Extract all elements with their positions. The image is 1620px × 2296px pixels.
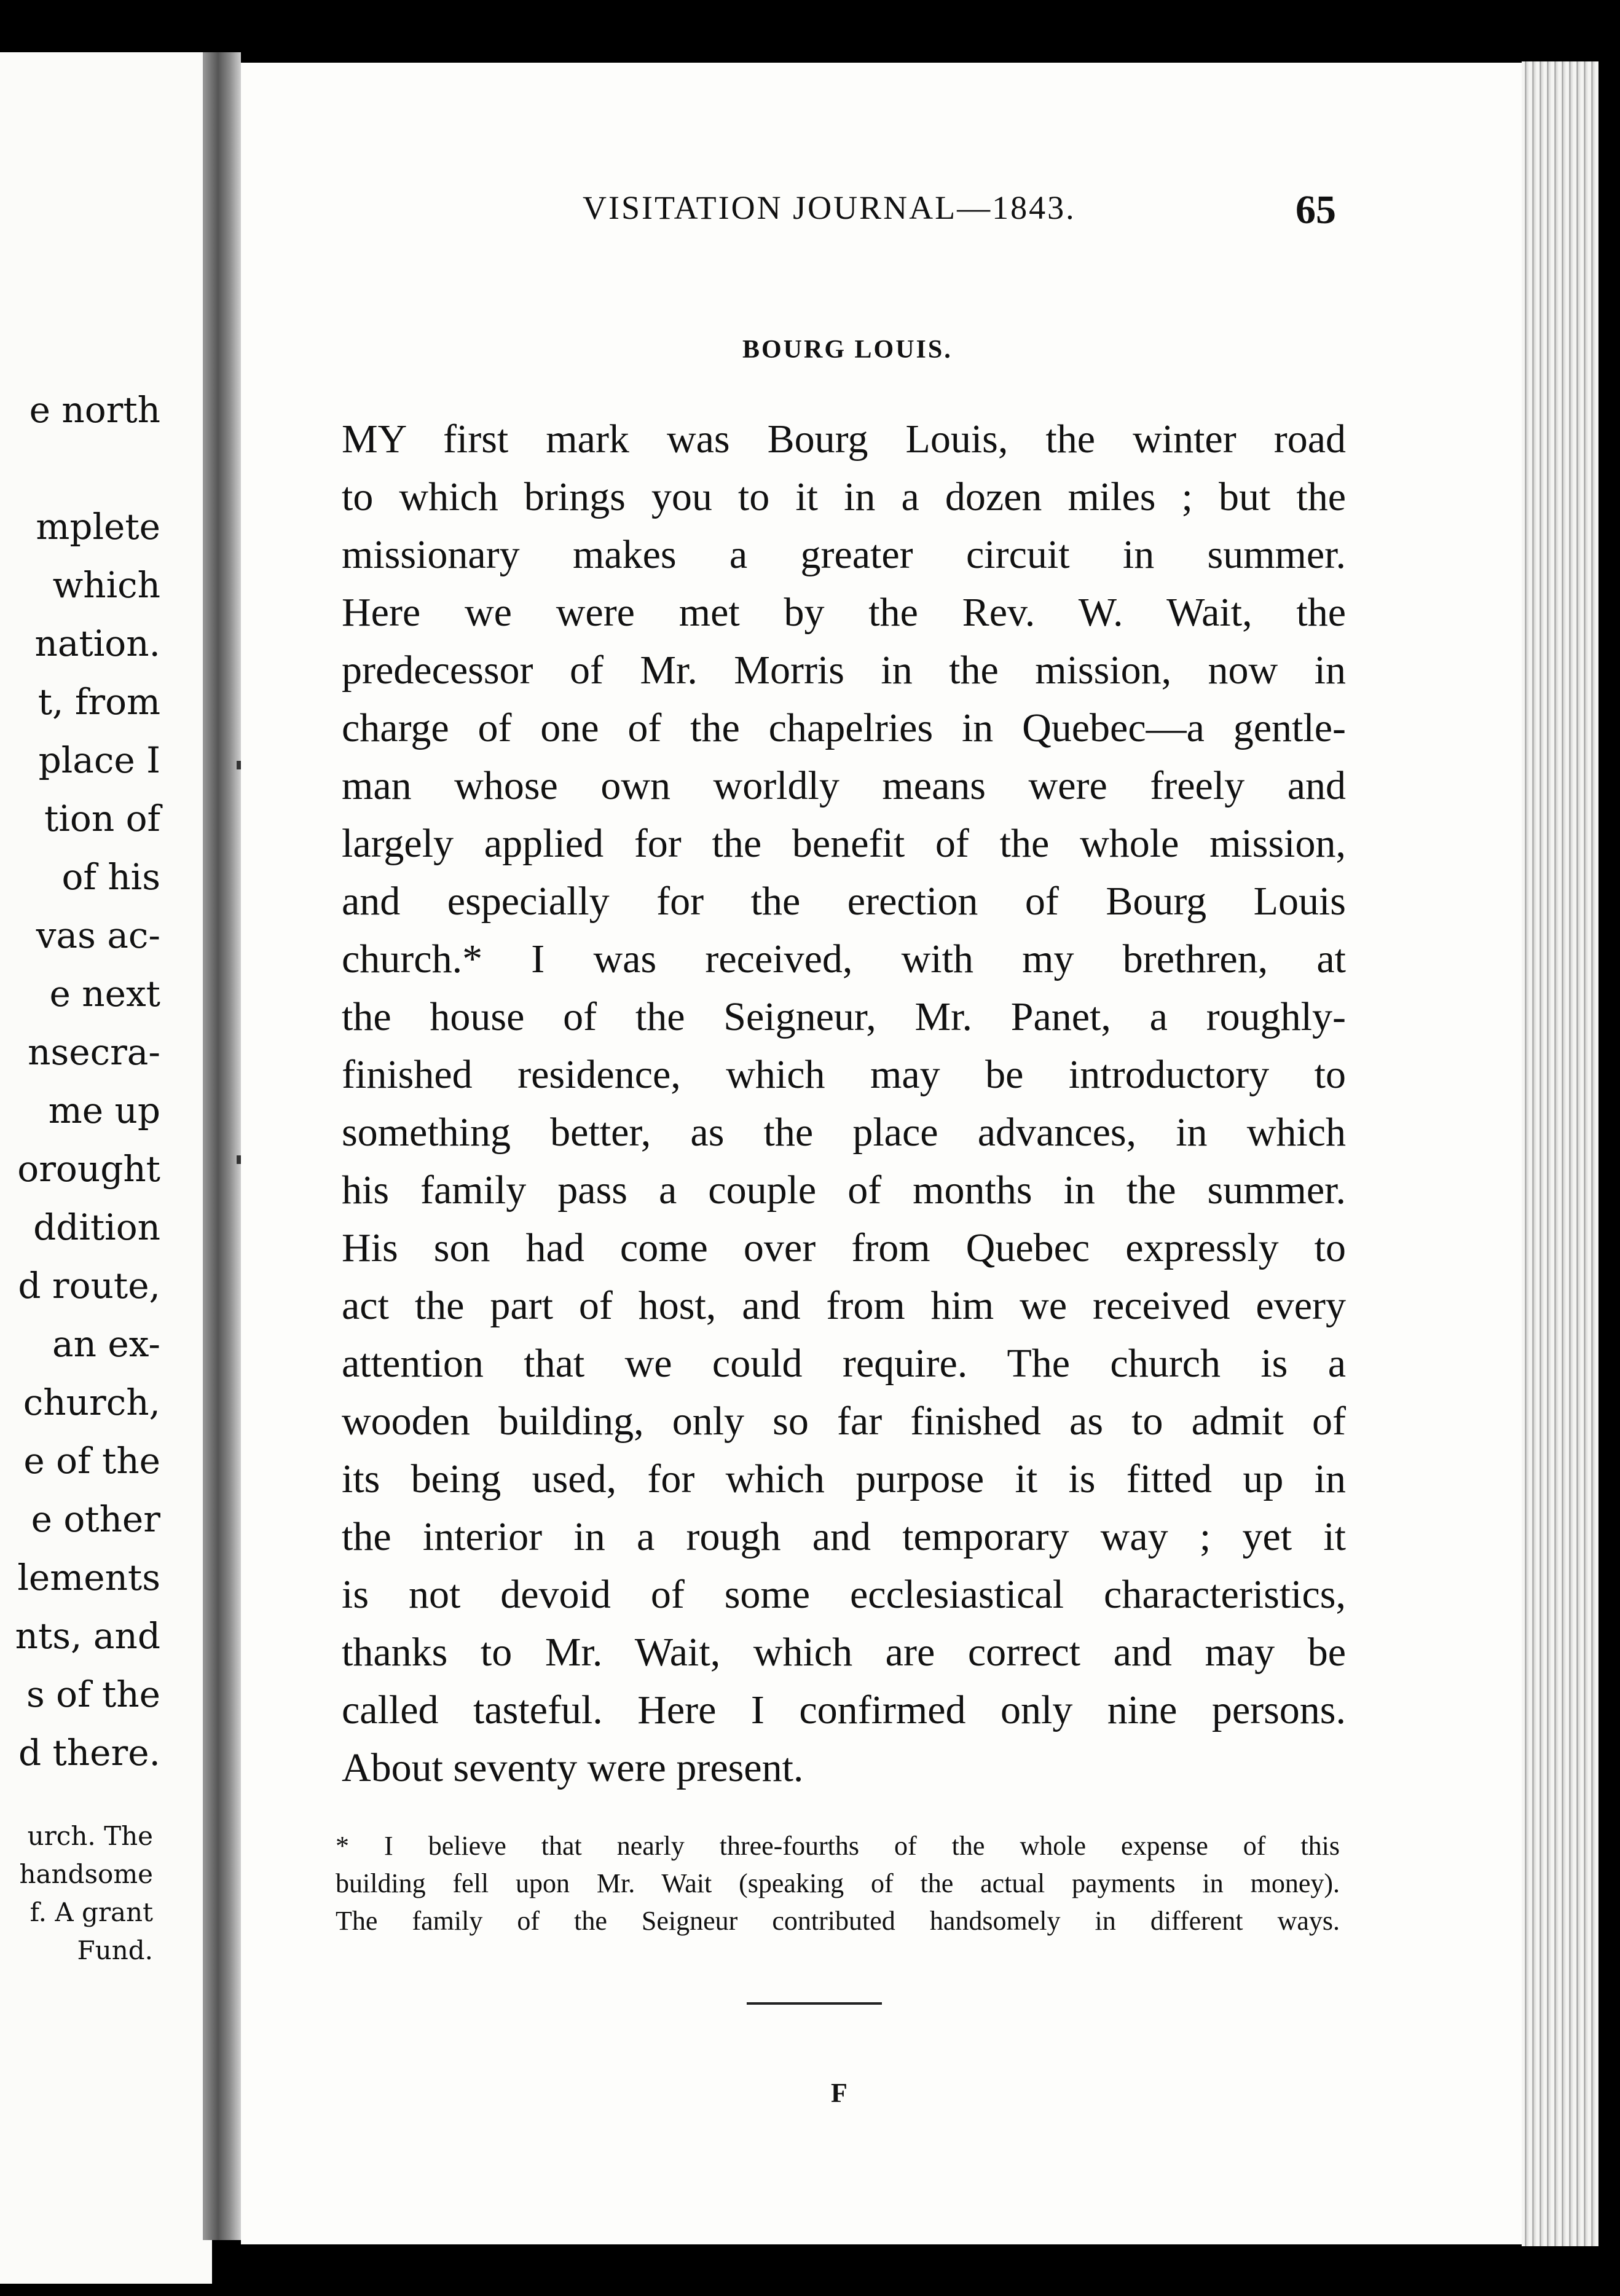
body-text-line: the interior in a rough and temporary way ; yet it — [342, 1514, 1346, 1559]
left-page-line: tion of — [44, 798, 160, 839]
left-page-line: orought — [17, 1148, 160, 1190]
body-text-line: charge of one of the chapelries in Quebec—a gentle- — [342, 706, 1346, 750]
book-gutter — [203, 52, 241, 2240]
left-page-line: lements — [17, 1557, 160, 1598]
section-heading: BOURG LOUIS. — [742, 336, 953, 364]
body-text-line: attention that we could require. The church is a — [342, 1341, 1346, 1386]
body-text-line: largely applied for the benefit of the whole mission, — [342, 821, 1346, 866]
left-page-line: which — [52, 564, 160, 606]
body-text-line: MY first mark was Bourg Louis, the winter road — [342, 417, 1346, 462]
page-number: 65 — [1296, 187, 1336, 232]
body-text-line: something better, as the place advances, in which — [342, 1110, 1346, 1155]
body-text-line: and especially for the erection of Bourg Louis — [342, 879, 1346, 924]
body-text-line: finished residence, which may be introductory to — [342, 1052, 1346, 1097]
left-page-line: vas ac- — [36, 914, 160, 956]
footnote-line: The family of the Seigneur contributed handsomely in different ways. — [336, 1906, 1340, 1936]
body-text-line: missionary makes a greater circuit in summer. — [342, 532, 1346, 577]
left-page-footnote-line: urch. The — [27, 1821, 153, 1851]
footnote-line: building fell upon Mr. Wait (speaking of the actual payments in money). — [336, 1868, 1340, 1898]
body-text-line: the house of the Seigneur, Mr. Panet, a roughly- — [342, 994, 1346, 1039]
body-text-line: man whose own worldly means were freely and — [342, 763, 1346, 808]
left-page-footnote-line: Fund. — [77, 1935, 153, 1965]
left-page-line: d route, — [18, 1265, 160, 1307]
left-page-line: t, from — [37, 681, 160, 723]
left-page-line: nation. — [34, 623, 160, 664]
left-page-line: nsecra- — [28, 1031, 160, 1073]
body-text-line: wooden building, only so far finished as to admit of — [342, 1399, 1346, 1444]
body-text-line: is not devoid of some ecclesiastical characteristics, — [342, 1572, 1346, 1617]
left-page-line: s of the — [26, 1673, 160, 1715]
left-page-line: place I — [38, 739, 160, 781]
page-edges — [1522, 61, 1598, 2246]
signature-mark: F — [831, 2078, 847, 2108]
left-page-line: e north — [29, 389, 160, 431]
left-page-line: e of the — [23, 1440, 160, 1482]
body-text-line: church.* I was received, with my brethren, at — [342, 937, 1346, 981]
body-text-line: His son had come over from Quebec expressly to — [342, 1225, 1346, 1270]
body-text-line: its being used, for which purpose it is fitted up in — [342, 1457, 1346, 1501]
left-page-footnote-line: handsome — [19, 1859, 153, 1889]
left-page-line: e next — [49, 973, 160, 1015]
body-text-line: Here we were met by the Rev. W. Wait, the — [342, 590, 1346, 635]
left-page-line: of his — [61, 856, 160, 898]
left-page-line: ddition — [33, 1206, 160, 1248]
left-page-line: an ex- — [52, 1323, 160, 1365]
body-text-line: called tasteful. Here I confirmed only nine persons. — [342, 1688, 1346, 1732]
left-page-line: me up — [48, 1090, 160, 1131]
body-text-line: predecessor of Mr. Morris in the mission, now in — [342, 648, 1346, 693]
left-page-footnote-line: f. A grant — [29, 1897, 153, 1927]
body-text-line: to which brings you to it in a dozen miles ; but the — [342, 474, 1346, 519]
previous-page-fragment — [0, 52, 212, 2284]
left-page-line: mplete — [36, 506, 160, 548]
body-text-line: thanks to Mr. Wait, which are correct and may be — [342, 1630, 1346, 1675]
body-text-line: act the part of host, and from him we received every — [342, 1283, 1346, 1328]
left-page-line: e other — [31, 1498, 160, 1540]
left-page-line: church, — [23, 1382, 160, 1423]
left-page-line: d there. — [18, 1732, 160, 1774]
footnote-line: * I believe that nearly three-fourths of the whole expense of this — [336, 1831, 1340, 1861]
body-text-line: About seventy were present. — [342, 1745, 804, 1790]
left-page-line: nts, and — [15, 1615, 160, 1657]
body-text-line: his family pass a couple of months in the summer. — [342, 1168, 1346, 1213]
running-head: VISITATION JOURNAL—1843. — [583, 189, 1076, 226]
footer-rule — [747, 2002, 882, 2005]
